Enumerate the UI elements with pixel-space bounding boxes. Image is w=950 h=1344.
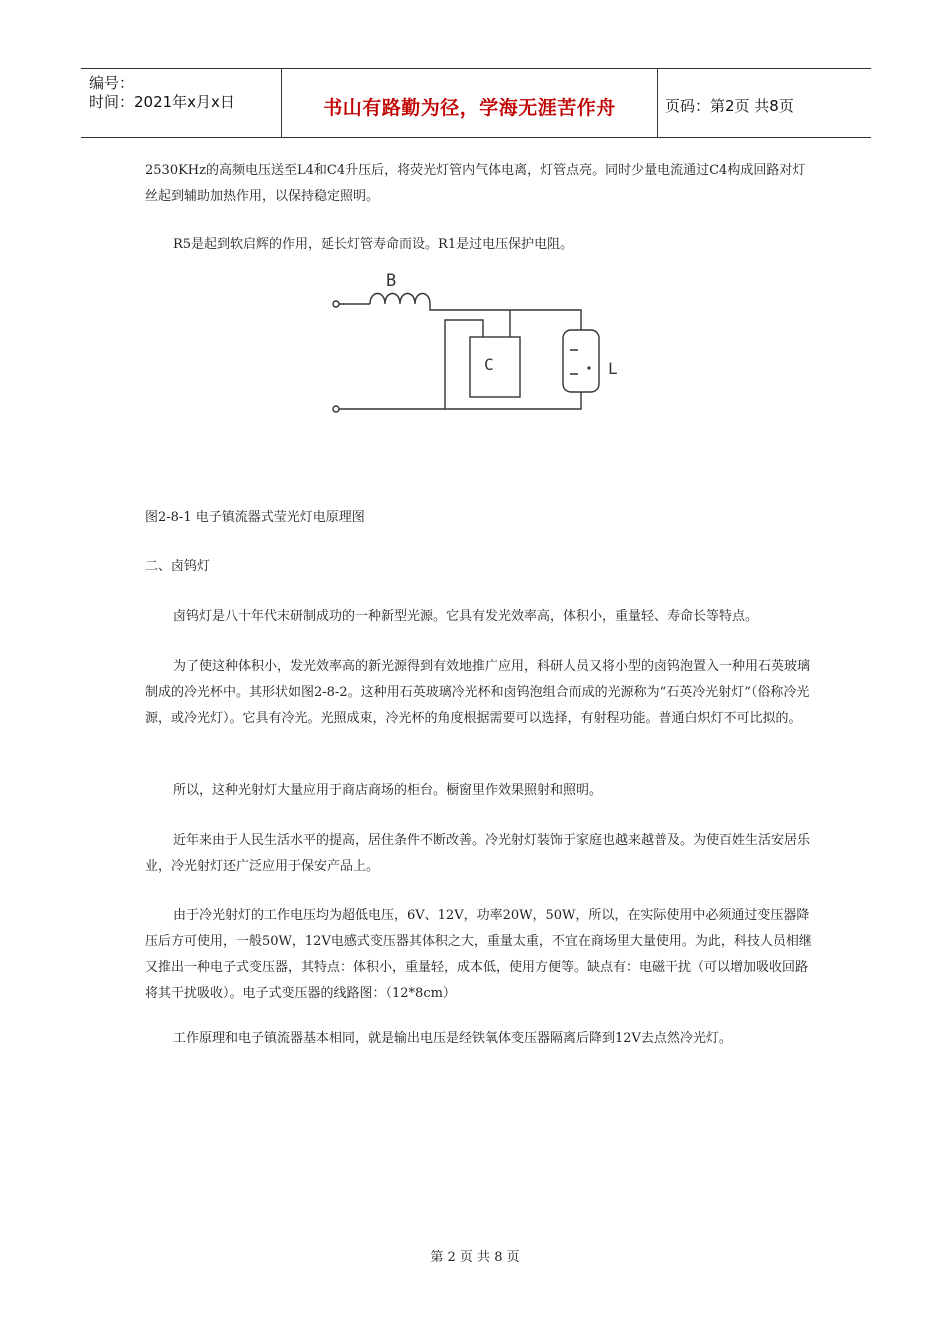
paragraph-quartz-cup: 为了使这种体积小，发光效率高的新光源得到有效地推广应用，科研人员又将小型的卤钨泡置入一种用石英玻璃制成的冷光杯中。其形状如图2-8-2。这种用石英玻璃冷光杯和卤钨泡组合而成的光源称为“石英冷光射灯”（俗称冷光源，或冷光灯）。它具有冷光。光照成束，冷光杯的角度根据需要可以选择，有射程功能。普通白炽灯不可比拟的。 [145,659,811,726]
terminal-top [333,301,339,307]
paragraph-home-use: 近年来由于人民生活水平的提高，居住条件不断改善。冷光射灯装饰于家庭也越来越普及。为使百姓生活安居乐业，冷光射灯还广泛应用于保安产品上。 [145,833,811,874]
paragraph-ballast-operation: 2530KHz的高频电压送至L4和C4升压后，将荧光灯管内气体电离，灯管点亮。同时少量电流通过C4构成回路对灯丝起到辅助加热作用，以保持稳定照明。 [145,163,806,204]
component-c-box [470,337,520,397]
inductor-b [370,294,430,305]
paragraph-working-principle: 工作原理和电子镇流器基本相同，就是输出电压是经铁氧体变压器隔离后降到12V去点然冷光灯。 [173,1031,732,1046]
paragraph-transformer: 由于冷光射灯的工作电压均为超低电压，6V、12V，功率20W，50W，所以，在实际使用中必须通过变压器降压后方可使用，一般50W，12V电感式变压器其体积之大，重量太重，不宜在商场里大量使用。为此，科技人员相继又推出一种电子式变压器，其特点：体积小，重量轻，成本低，使用方便等。缺点有：电磁干扰（可以增加吸收回路将其干扰吸收）。电子式变压器的线路图：（12*8cm） [145,908,812,1001]
paragraph-applications: 所以，这种光射灯大量应用于商店商场的柜台。橱窗里作效果照射和照明。 [173,783,603,798]
header-page-info: 页码：第2页 共8页 [665,97,794,115]
paragraph-halogen-intro: 卤钨灯是八十年代末研制成功的一种新型光源。它具有发光效率高，体积小，重量轻、寿命长等特点。 [173,609,759,624]
lamp-dot [587,366,590,369]
document-time: 时间：2021年x月x日 [89,93,235,111]
circuit-diagram [318,262,633,427]
lamp-tube-l [563,330,599,392]
page-footer: 第 2 页 共 8 页 [430,1250,520,1265]
header-motto: 书山有路勤为径，学海无涯苦作舟 [323,97,616,119]
section-heading: 二、卤钨灯 [145,559,211,574]
wire-capacitor-loop [445,320,483,409]
header-info-cell [81,69,281,137]
label-b: B [386,271,397,291]
header-motto-cell [281,69,658,137]
paragraph-r5-r1: R5是起到软启辉的作用，延长灯管寿命而设。R1是过电压保护电阻。 [173,237,574,252]
terminal-bottom [333,406,339,412]
figure-caption: 图2-8-1 电子镇流器式莹光灯电原理图 [145,510,365,525]
label-l: L [608,359,618,378]
lamp-filaments [570,350,578,374]
document-code: 编号： [89,74,135,92]
wire-inductor-lamp [430,304,581,330]
wire-input-bottom [339,392,581,409]
label-c: C [484,355,494,374]
page-header [81,68,871,138]
header-page-cell [657,69,871,137]
